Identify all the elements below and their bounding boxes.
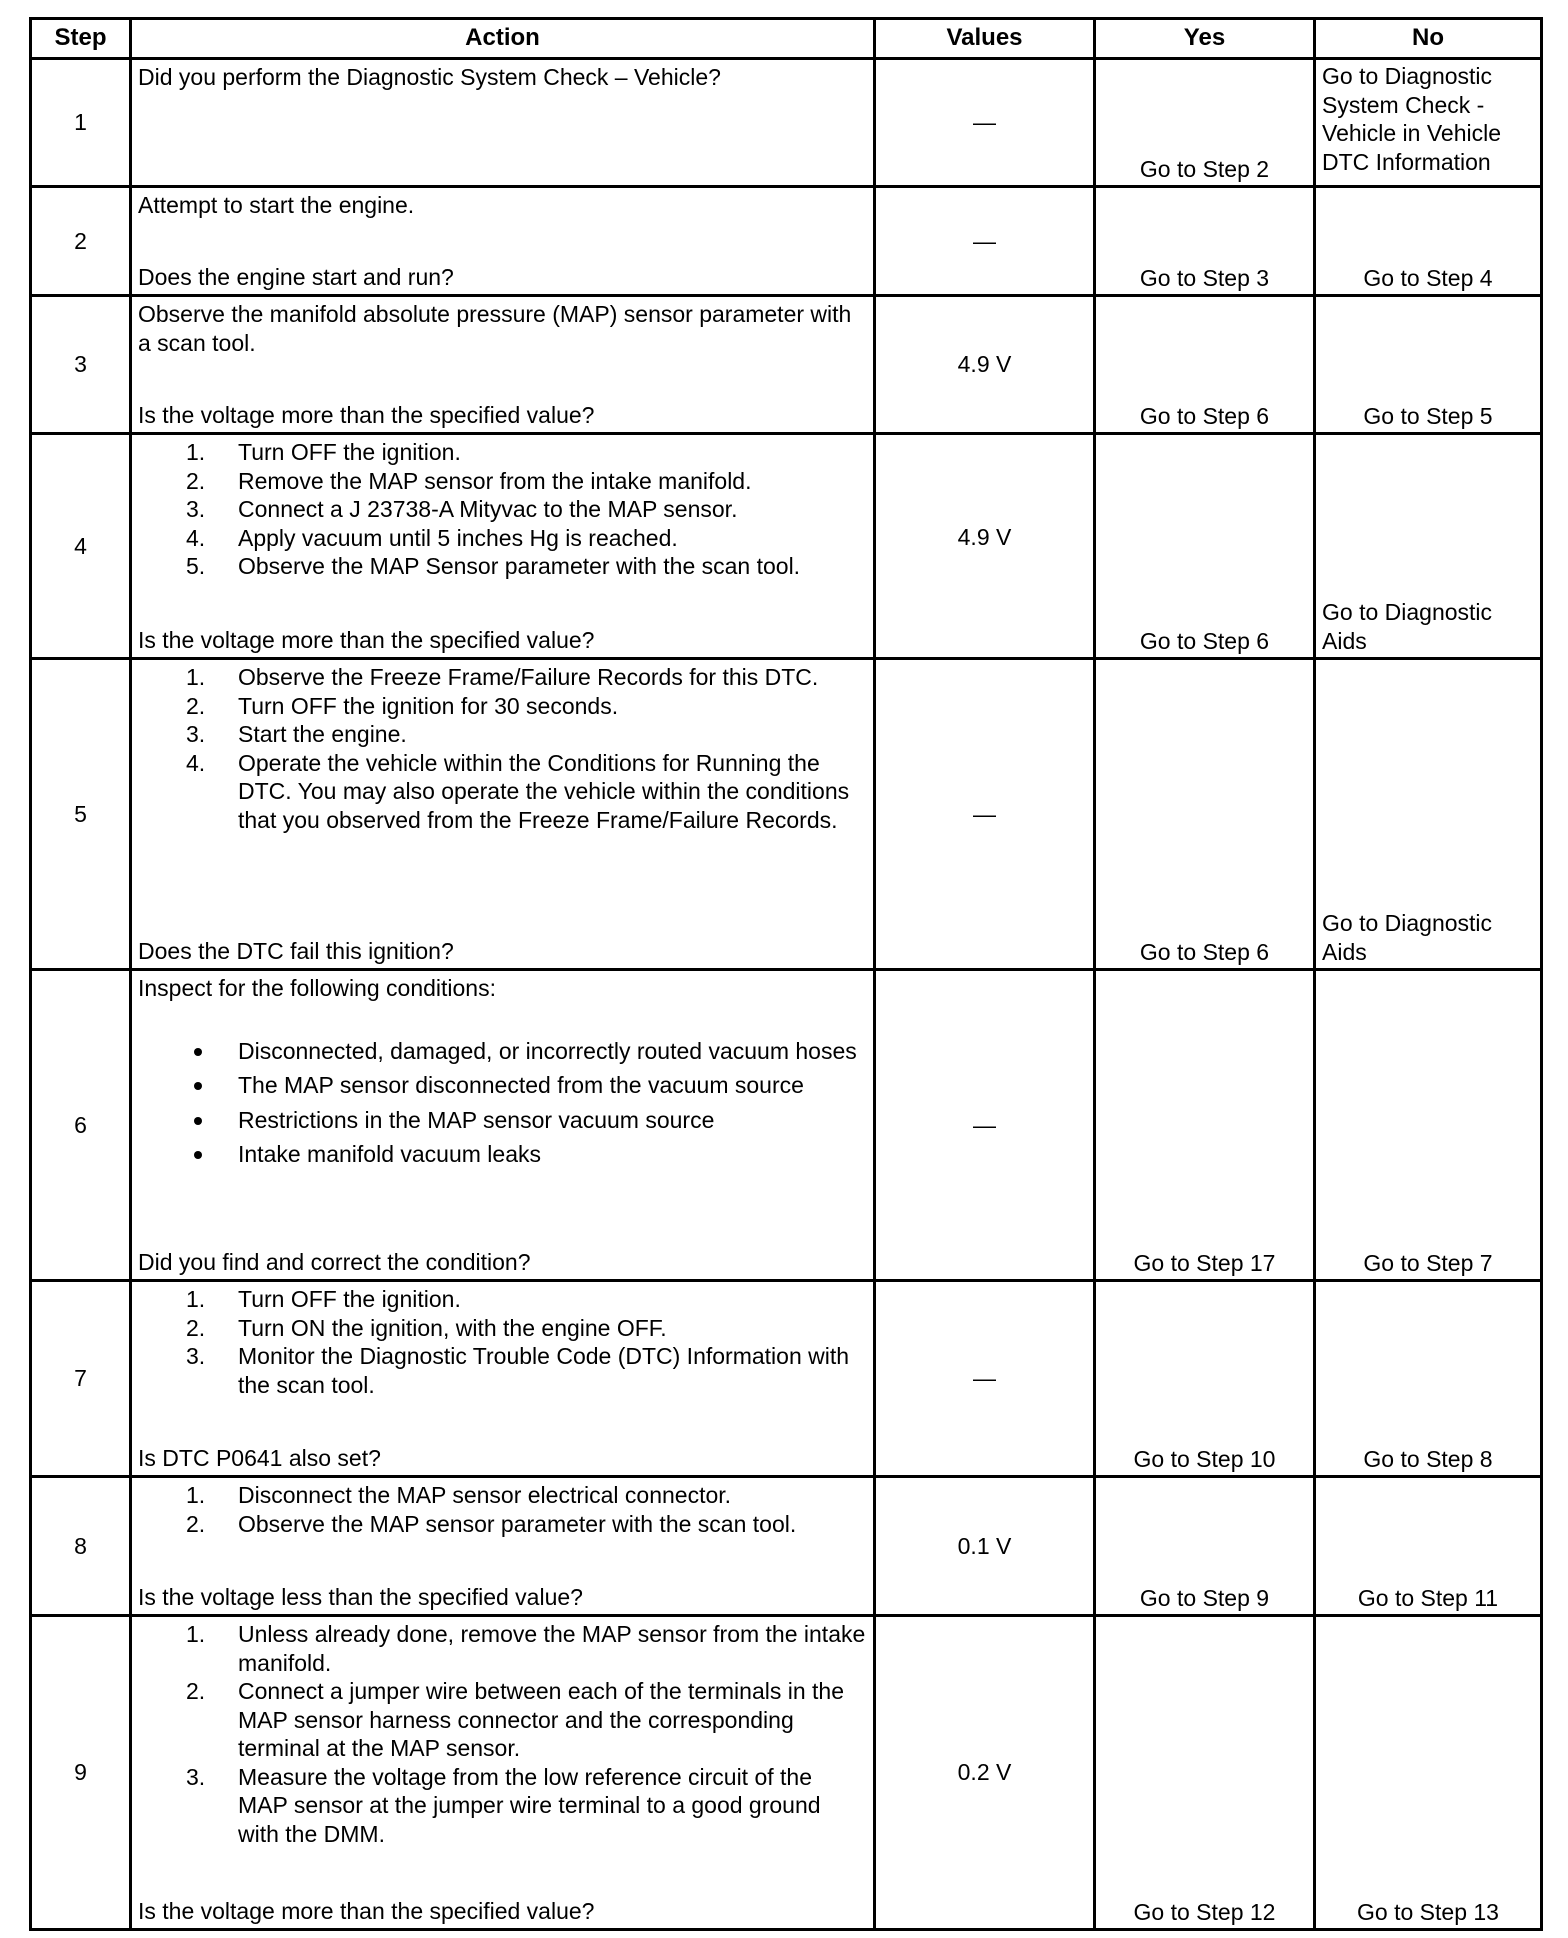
- no-cell: [1316, 297, 1540, 435]
- no-text: Go to Step 5: [1363, 402, 1493, 429]
- step-number: 6: [32, 971, 132, 1282]
- step-number: 1: [32, 60, 132, 188]
- value-cell: 4.9 V: [876, 435, 1096, 660]
- yes-cell: Go to Step 6: [1096, 435, 1316, 660]
- table-row: [32, 297, 1540, 435]
- action-intro: Observe the manifold absolute pressure (MAP) sensor parameter with a scan tool.: [138, 301, 852, 356]
- action-step: Observe the MAP sensor parameter with the scan tool.: [238, 1510, 797, 1537]
- header-row: [32, 20, 1540, 60]
- header-yes: Yes: [1096, 20, 1316, 60]
- step-number: 4: [32, 435, 132, 660]
- no-cell: [1316, 971, 1540, 1282]
- header-step: Step: [32, 20, 132, 60]
- action-step: Apply vacuum until 5 inches Hg is reached.: [238, 524, 678, 551]
- action-cell: [132, 1282, 876, 1478]
- table-row: [32, 1282, 1540, 1478]
- table-row: [32, 1478, 1540, 1617]
- table-row: [32, 60, 1540, 188]
- condition-item: Intake manifold vacuum leaks: [138, 1140, 867, 1169]
- action-question: Did you perform the Diagnostic System Check – Vehicle?: [138, 64, 721, 90]
- value-cell: —: [876, 60, 1096, 188]
- no-text: Go to Diagnostic Aids: [1322, 599, 1493, 654]
- action-step: Unless already done, remove the MAP sensor from the intake manifold.: [238, 1621, 866, 1676]
- yes-cell: Go to Step 2: [1096, 60, 1316, 188]
- step-number: 8: [32, 1478, 132, 1617]
- action-cell: [132, 1617, 876, 1928]
- step-number: 7: [32, 1282, 132, 1478]
- action-question: Does the engine start and run?: [138, 263, 454, 290]
- action-question: Is the voltage less than the specified value?: [138, 1583, 583, 1610]
- yes-cell: Go to Step 17: [1096, 971, 1316, 1282]
- header-no: No: [1316, 20, 1540, 60]
- value-cell: 4.9 V: [876, 297, 1096, 435]
- table-row: [32, 435, 1540, 660]
- action-step: Remove the MAP sensor from the intake manifold.: [238, 467, 752, 494]
- no-text: Go to Step 4: [1363, 264, 1493, 291]
- action-step: Turn ON the ignition, with the engine OFF.: [238, 1314, 667, 1341]
- table-row: [32, 188, 1540, 297]
- step-number: 5: [32, 660, 132, 971]
- action-cell: [132, 1478, 876, 1617]
- condition-item: The MAP sensor disconnected from the vacuum source: [138, 1071, 867, 1100]
- action-question: Is the voltage more than the specified value?: [138, 626, 595, 653]
- diagnostic-table: [29, 17, 1543, 1931]
- header-values: Values: [876, 20, 1096, 60]
- action-question: Is the voltage more than the specified value?: [138, 1897, 595, 1924]
- value-cell: —: [876, 188, 1096, 297]
- action-cell: [132, 297, 876, 435]
- no-cell: [1316, 188, 1540, 297]
- no-cell: [1316, 1282, 1540, 1478]
- action-question: Did you find and correct the condition?: [138, 1248, 531, 1275]
- action-step: Turn OFF the ignition.: [238, 1286, 461, 1312]
- action-step: Measure the voltage from the low reference circuit of the MAP sensor at the jumper wire terminal to a good ground with the DMM.: [238, 1763, 821, 1847]
- no-text: Go to Diagnostic Aids: [1322, 910, 1493, 965]
- no-cell: [1316, 435, 1540, 660]
- yes-cell: Go to Step 12: [1096, 1617, 1316, 1928]
- action-cell: [132, 435, 876, 660]
- header-action: Action: [132, 20, 876, 60]
- table-row: [32, 660, 1540, 971]
- step-number: 9: [32, 1617, 132, 1928]
- action-step: Operate the vehicle within the Conditions for Running the DTC. You may also operate the vehicle within the conditions that you observed from the Freeze Frame/Failure Records.: [238, 749, 850, 833]
- action-steps: [138, 1481, 867, 1538]
- action-step: Start the engine.: [238, 721, 407, 747]
- action-steps: [138, 663, 867, 834]
- action-intro: Attempt to start the engine.: [138, 192, 415, 218]
- action-cell: [132, 60, 876, 188]
- value-cell: —: [876, 660, 1096, 971]
- step-number: 3: [32, 297, 132, 435]
- action-step: Turn OFF the ignition for 30 seconds.: [238, 692, 619, 719]
- action-cell: [132, 188, 876, 297]
- condition-item: Restrictions in the MAP sensor vacuum source: [138, 1106, 867, 1135]
- no-text: Go to Diagnostic System Check - Vehicle in Vehicle DTC Information: [1322, 63, 1502, 175]
- action-step: Connect a jumper wire between each of the terminals in the MAP sensor harness connector and the corresponding terminal at the MAP sensor.: [238, 1678, 844, 1761]
- action-question: Is the voltage more than the specified value?: [138, 401, 595, 428]
- yes-cell: Go to Step 10: [1096, 1282, 1316, 1478]
- yes-cell: Go to Step 6: [1096, 297, 1316, 435]
- value-cell: —: [876, 1282, 1096, 1478]
- action-steps: [138, 1620, 867, 1848]
- action-cell: [132, 971, 876, 1282]
- action-cell: [132, 660, 876, 971]
- action-steps: [138, 438, 867, 581]
- no-text: Go to Step 8: [1363, 1445, 1493, 1472]
- action-step: Monitor the Diagnostic Trouble Code (DTC) Information with the scan tool.: [238, 1343, 850, 1398]
- no-text: Go to Step 11: [1357, 1584, 1499, 1611]
- action-step: Connect a J 23738-A Mityvac to the MAP sensor.: [238, 496, 738, 522]
- table-row: [32, 1617, 1540, 1928]
- condition-item: Disconnected, damaged, or incorrectly routed vacuum hoses: [138, 1037, 867, 1066]
- action-intro: Inspect for the following conditions:: [138, 975, 496, 1001]
- action-step: Observe the Freeze Frame/Failure Records for this DTC.: [238, 664, 819, 690]
- action-step: Turn OFF the ignition.: [238, 439, 461, 465]
- condition-list: [138, 1037, 867, 1169]
- action-question: Is DTC P0641 also set?: [138, 1444, 381, 1471]
- action-steps: [138, 1285, 867, 1399]
- value-cell: 0.2 V: [876, 1617, 1096, 1928]
- no-text: Go to Step 7: [1363, 1249, 1493, 1276]
- step-number: 2: [32, 188, 132, 297]
- yes-cell: Go to Step 9: [1096, 1478, 1316, 1617]
- table-row: [32, 971, 1540, 1282]
- action-question: Does the DTC fail this ignition?: [138, 937, 454, 964]
- action-step: Observe the MAP Sensor parameter with the scan tool.: [238, 553, 801, 579]
- value-cell: 0.1 V: [876, 1478, 1096, 1617]
- value-cell: —: [876, 971, 1096, 1282]
- no-cell: [1316, 1617, 1540, 1928]
- yes-cell: Go to Step 6: [1096, 660, 1316, 971]
- no-text: Go to Step 13: [1357, 1898, 1499, 1925]
- no-cell: [1316, 660, 1540, 971]
- yes-cell: Go to Step 3: [1096, 188, 1316, 297]
- action-step: Disconnect the MAP sensor electrical connector.: [238, 1482, 732, 1508]
- no-cell: [1316, 1478, 1540, 1617]
- no-cell: [1316, 60, 1540, 188]
